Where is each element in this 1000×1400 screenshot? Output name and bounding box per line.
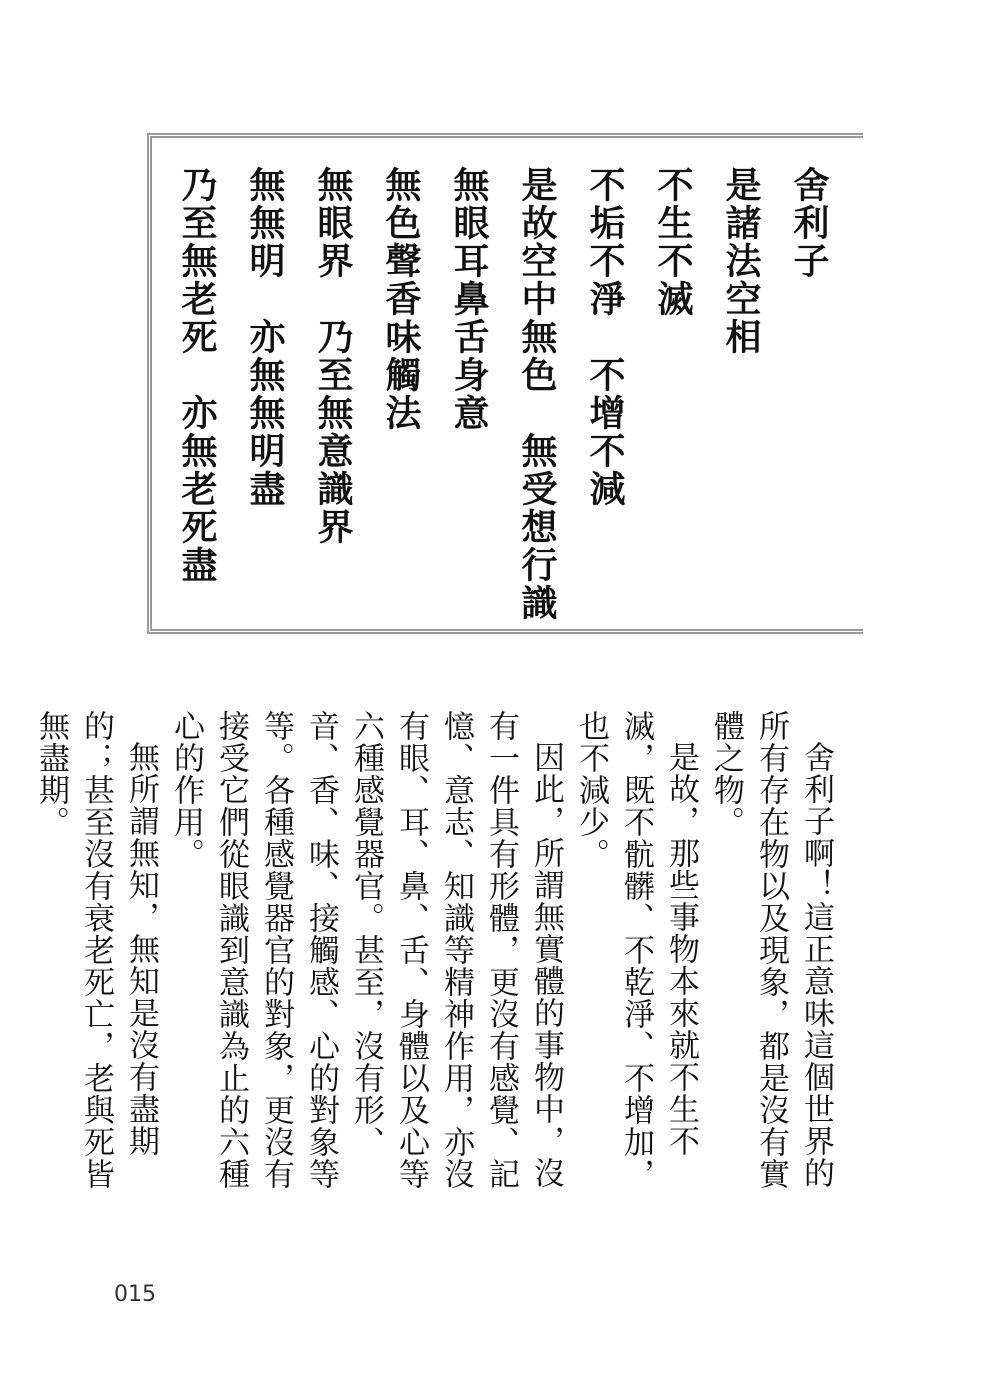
sutra-line-5: 是故空中無色 無受想行識 bbox=[516, 166, 558, 622]
translation-text bbox=[28, 710, 838, 1190]
sutra-line-2: 是諸法空相 bbox=[720, 166, 762, 356]
sutra-line-6: 無眼耳鼻舌身意 bbox=[448, 166, 490, 432]
sutra-line-10: 乃至無老死 亦無老死盡 bbox=[176, 166, 218, 584]
sutra-line-4: 不垢不淨 不增不減 bbox=[584, 166, 626, 508]
translation-paragraph-3: 因此，所謂無實體的事物中，沒有一件具有形體，更沒有感覺、記憶、意志、知識等精神作用，亦沒有眼、耳、鼻、舌、身體以及心等六種感覺器官。甚至，沒有形、音、香、味、接觸感、心的對象等等。各種感覺器官的對象，更沒有接受它們從眼識到意識為止的六種心的作用。 bbox=[168, 710, 564, 1190]
translation-paragraph-2: 是故，那些事物本來就不生不滅，既不骯髒、不乾淨、不增加，也不減少。 bbox=[573, 710, 699, 1190]
sutra-line-3: 不生不滅 bbox=[652, 166, 694, 318]
page-number: 015 bbox=[114, 1282, 156, 1307]
translation-paragraph-4: 無所謂無知，無知是沒有盡期的；甚至沒有衰老死亡，老與死皆無盡期。 bbox=[33, 710, 159, 1190]
sutra-line-7: 無色聲香味觸法 bbox=[380, 166, 422, 432]
sutra-line-8: 無眼界 乃至無意識界 bbox=[312, 166, 354, 546]
sutra-line-1: 舍利子 bbox=[788, 166, 830, 280]
translation-paragraph-1: 舍利子啊！這正意味這個世界的所有存在物以及現象，都是沒有實體之物。 bbox=[708, 710, 834, 1190]
sutra-frame bbox=[147, 133, 863, 634]
sutra-line-9: 無無明 亦無無明盡 bbox=[244, 166, 286, 508]
sutra-text bbox=[163, 166, 843, 622]
